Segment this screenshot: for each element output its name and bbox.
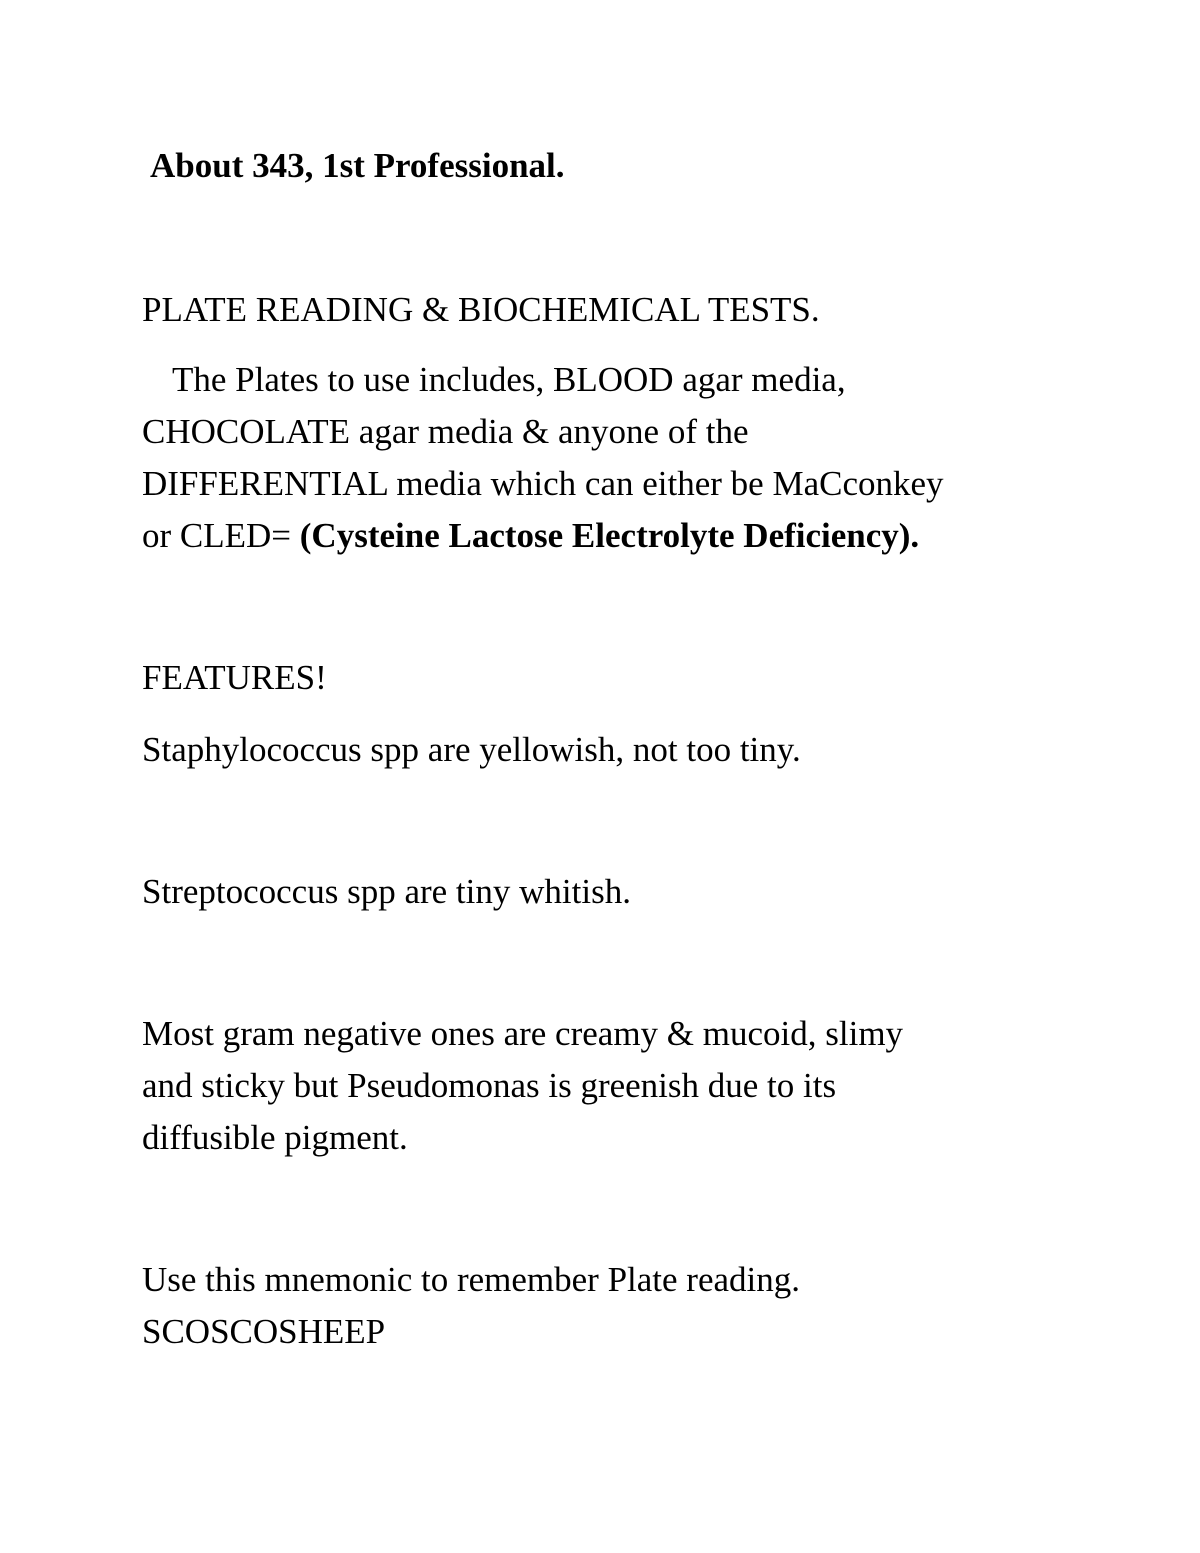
cled-definition: (Cysteine Lactose Electrolyte Deficiency). [299, 516, 920, 555]
streptococcus-text: Streptococcus spp are tiny whitish. [142, 872, 631, 911]
intro-line-2: CHOCOLATE agar media & anyone of the [142, 412, 749, 451]
intro-line-4-prefix: or CLED= [142, 516, 300, 555]
gram-negative-line-2: and sticky but Pseudomonas is greenish due to its [142, 1066, 837, 1105]
intro-line-3: DIFFERENTIAL media which can either be MaCconkey [142, 464, 944, 503]
document-title: About 343, 1st Professional. [150, 146, 565, 185]
gram-negative-line-3: diffusible pigment. [142, 1118, 408, 1157]
mnemonic-line-1: Use this mnemonic to remember Plate reading. [142, 1260, 801, 1299]
gram-negative-line-1: Most gram negative ones are creamy & mucoid, slimy [142, 1014, 904, 1053]
section-heading: PLATE READING & BIOCHEMICAL TESTS. [142, 290, 820, 329]
intro-line-1: The Plates to use includes, BLOOD agar media, [172, 360, 846, 399]
intro-line-4 [142, 510, 919, 562]
staphylococcus-text: Staphylococcus spp are yellowish, not too tiny. [142, 730, 801, 769]
features-heading: FEATURES! [142, 658, 327, 697]
mnemonic-word: SCOSCOSHEEP [142, 1312, 386, 1351]
